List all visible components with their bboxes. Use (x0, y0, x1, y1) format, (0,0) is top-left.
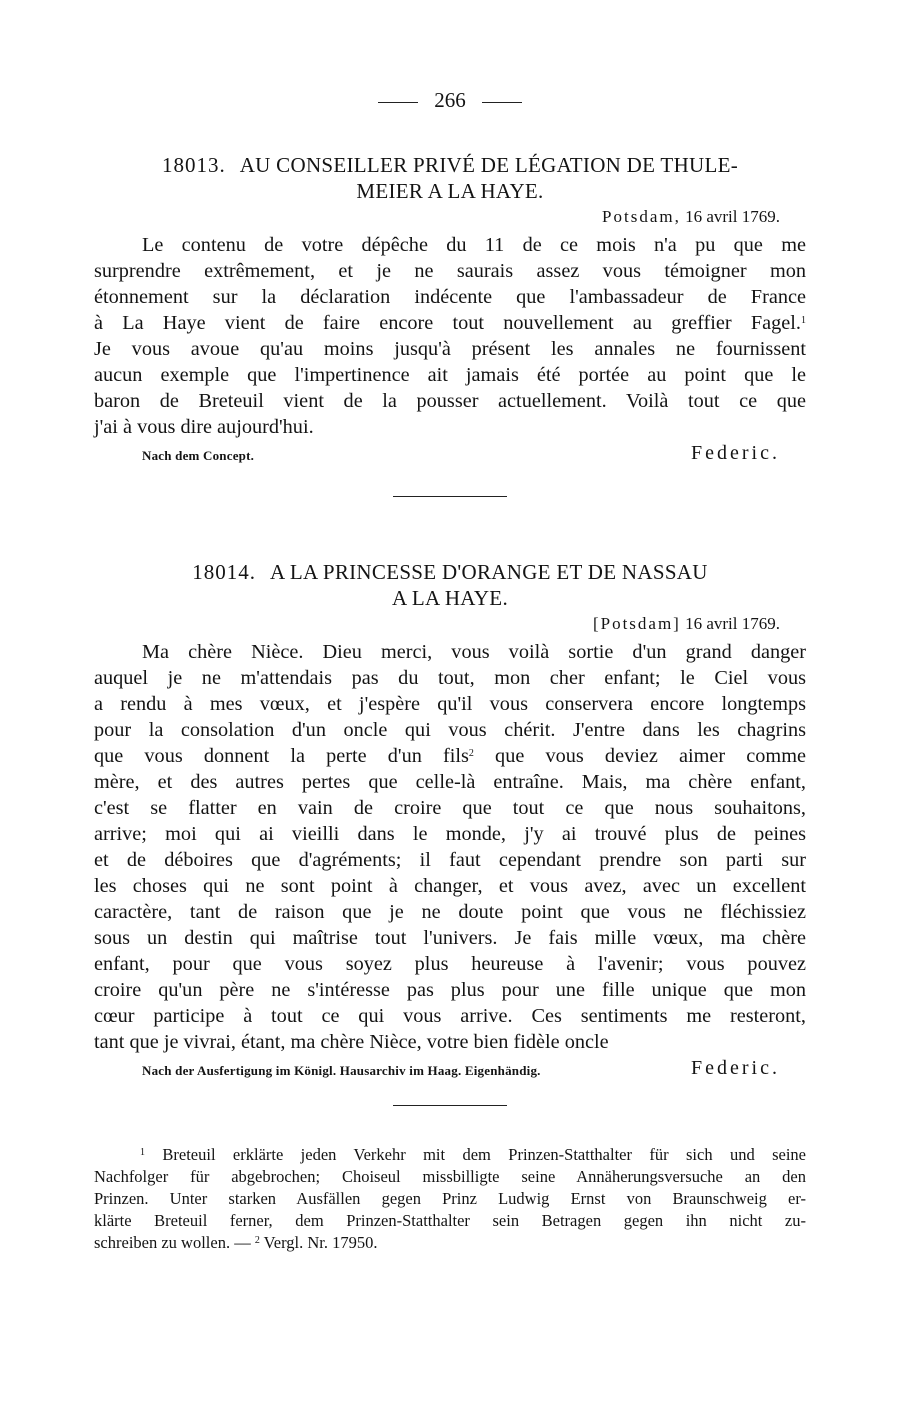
letter-line: que vous donnent la perte d'un fils$^2$ que vous deviez aimer comme (94, 745, 806, 767)
letter-line: Le contenu de votre dépêche du 11 de ce mois n'a pu que me (142, 234, 806, 256)
letter-body (94, 232, 806, 440)
signoff-row (94, 1057, 806, 1085)
entry-heading (94, 559, 806, 611)
page-number-text: 266 (434, 88, 466, 112)
footnote-line: Nachfolger für abgebrochen; Choiseul missbilligte seine Annäherungsversuche an den (94, 1167, 806, 1186)
page-number-dash-left (378, 102, 418, 103)
page-number-dash-right (482, 102, 522, 103)
letter-line: les choses qui ne sont point à changer, et vous avez, avec un excellent (94, 875, 806, 897)
source-note: Nach der Ausfertigung im Königl. Hausarchiv im Haag. Eigenhändig. (142, 1063, 541, 1078)
letter-line: mère, et des autres pertes que celle-là entraîne. Mais, ma chère enfant, (94, 771, 806, 793)
entry-title-line-1: 18014. A LA PRINCESSE D'ORANGE ET DE NASSAU (192, 560, 708, 584)
letter-line: a rendu à mes vœux, et j'espère qu'il vous conservera encore longtemps (94, 693, 806, 715)
footnote-line: klärte Breteuil ferner, dem Prinzen-Statthalter sein Betragen gegen ihn nicht zu- (94, 1211, 806, 1230)
section-divider (393, 1105, 507, 1106)
entry-18013 (94, 152, 806, 470)
letter-line: caractère, tant de raison que je ne doute point que vous ne fléchissiez (94, 901, 806, 923)
footnote-marker: 2 (254, 1235, 260, 1246)
letter-line: et de déboires que d'agréments; il faut cependant prendre son parti sur (94, 849, 806, 871)
entry-title-line-1: 18013. AU CONSEILLER PRIVÉ DE LÉGATION DE THULE- (161, 153, 739, 177)
letter-line: Ma chère Nièce. Dieu merci, vous voilà sortie d'un grand danger (142, 641, 806, 663)
section-divider (393, 496, 507, 497)
footnote-ref: 2 (468, 748, 474, 759)
dateline-place: Potsdam, (602, 207, 681, 226)
entry-18014 (94, 559, 806, 1085)
letter-line: baron de Breteuil vient de la pousser actuellement. Voilà tout ce que (94, 390, 806, 412)
letter-line: Je vous avoue qu'au moins jusqu'à présent les annales ne fournissent (94, 338, 806, 360)
entry-number: 18014. (192, 560, 256, 584)
footnote-line: $^1$ Breteuil erklärte jeden Verkehr mit dem Prinzen-Statthalter für sich und seine (140, 1145, 806, 1164)
footnote-line: Prinzen. Unter starken Ausfällen gegen Prinz Ludwig Ernst von Braunschweig er- (94, 1189, 806, 1208)
signature: Federic. (691, 1057, 780, 1079)
dateline-place: [Potsdam] (592, 614, 681, 633)
letter-line: aucun exemple que l'impertinence ait jamais été portée au point que le (94, 364, 806, 386)
letter-line: j'ai à vous dire aujourd'hui. (94, 416, 314, 438)
letter-line: surprendre extrêmement, et je ne saurais assez vous témoigner mon (94, 260, 806, 282)
letter-line: tant que je vivrai, étant, ma chère Nièce, votre bien fidèle oncle (94, 1031, 609, 1053)
dateline-date: 16 avril 1769. (685, 207, 780, 226)
entry-heading (94, 152, 806, 204)
letter-body (94, 639, 806, 1055)
signoff-row (94, 442, 806, 470)
letter-line: c'est se flatter en vain de croire que tout ce que nous souhaitons, (94, 797, 806, 819)
entry-number: 18013. (161, 153, 226, 177)
letter-line: croire qu'un père ne s'intéresse pas plus pour une fille unique que mon (94, 979, 806, 1001)
letter-line: cœur participe à tout ce qui vous arrive. Ces sentiments me resteront, (94, 1005, 806, 1027)
entry-dateline (94, 206, 806, 228)
entry-title-line-2: MEIER A LA HAYE. (356, 179, 544, 203)
footnote-ref: 1 (801, 315, 806, 326)
letter-line: pour la consolation d'un oncle qui vous chérit. J'entre dans les chagrins (94, 719, 806, 741)
footnotes (94, 1144, 806, 1254)
source-note: Nach dem Concept. (142, 448, 255, 463)
footnote-marker: 1 (140, 1147, 145, 1158)
page-number (94, 86, 806, 114)
footnote-line: schreiben zu wollen. — $^2$ Vergl. Nr. 17950. (94, 1233, 378, 1252)
letter-line: à La Haye vient de faire encore tout nouvellement au greffier Fagel.$^1$ (94, 312, 806, 334)
entry-dateline (94, 613, 806, 635)
letter-line: auquel je ne m'attendais pas du tout, mon cher enfant; le Ciel vous (94, 667, 806, 689)
letter-line: arrive; moi qui ai vieilli dans le monde, j'y ai trouvé plus de peines (94, 823, 806, 845)
letter-line: sous un destin qui maîtrise tout l'univers. Je fais mille vœux, ma chère (94, 927, 806, 949)
letter-line: étonnement sur la déclaration indécente que l'ambassadeur de France (94, 286, 806, 308)
dateline-date: 16 avril 1769. (685, 614, 780, 633)
document-page (94, 86, 806, 1254)
entry-title-line-2: A LA HAYE. (392, 586, 508, 610)
signature: Federic. (691, 442, 780, 464)
letter-line: enfant, pour que vous soyez plus heureuse à l'avenir; vous pouvez (94, 953, 806, 975)
